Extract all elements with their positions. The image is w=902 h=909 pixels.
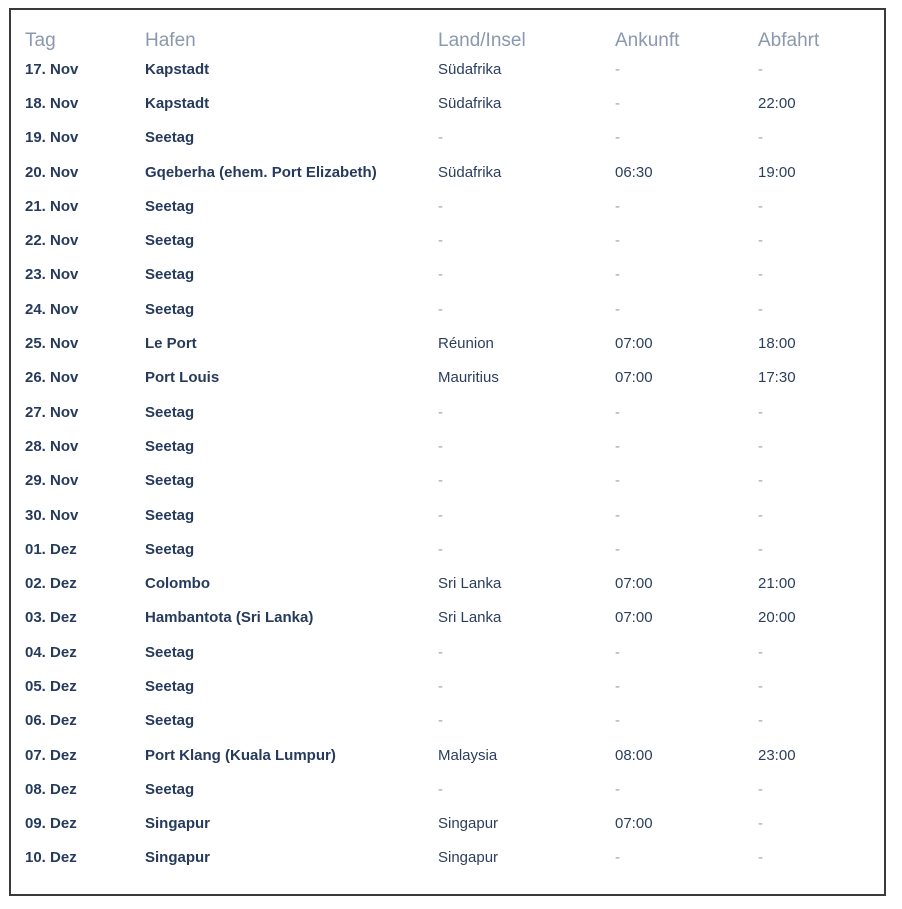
cell-departure: 23:00 [758, 746, 796, 764]
cell-day: 26. Nov [25, 369, 79, 387]
cell-country: Singapur [438, 815, 499, 833]
cell-departure: - [758, 197, 763, 215]
cell-day: 27. Nov [25, 403, 79, 421]
cell-departure: - [758, 403, 763, 421]
table-row [23, 395, 863, 429]
cell-departure: 20:00 [758, 609, 796, 627]
cell-port: Seetag [145, 712, 195, 730]
cell-departure: - [758, 815, 763, 833]
cell-country: Südafrika [438, 163, 502, 181]
header-day: Tag [25, 30, 56, 51]
cell-day: 24. Nov [25, 300, 79, 318]
cell-day: 25. Nov [25, 335, 79, 353]
cell-port: Seetag [145, 403, 195, 421]
cell-day: 05. Dez [25, 677, 77, 695]
cell-arrival: - [615, 712, 620, 730]
header-departure: Abfahrt [758, 30, 820, 51]
cell-port: Hambantota (Sri Lanka) [145, 609, 314, 627]
cell-port: Singapur [145, 849, 211, 867]
cell-country: Südafrika [438, 94, 502, 112]
cell-arrival: - [615, 506, 620, 524]
table-row [23, 738, 863, 772]
cell-arrival: 07:00 [615, 575, 653, 593]
cell-arrival: 06:30 [615, 163, 653, 181]
cell-departure: - [758, 129, 763, 147]
cell-port: Seetag [145, 780, 195, 798]
cell-country: - [438, 300, 443, 318]
cell-port: Kapstadt [145, 60, 210, 78]
cell-port: Seetag [145, 472, 195, 490]
cell-day: 30. Nov [25, 506, 79, 524]
cell-country: - [438, 780, 443, 798]
cell-departure: 22:00 [758, 94, 796, 112]
itinerary-table [23, 30, 863, 875]
cell-arrival: - [615, 300, 620, 318]
cell-port: Seetag [145, 129, 195, 147]
table-row [23, 326, 863, 360]
cell-arrival: - [615, 677, 620, 695]
table-row [23, 223, 863, 257]
cell-port: Port Louis [145, 369, 220, 387]
cell-port: Seetag [145, 677, 195, 695]
table-row [23, 464, 863, 498]
itinerary-frame [9, 8, 886, 896]
cell-port: Seetag [145, 540, 195, 558]
cell-country: Réunion [438, 335, 494, 353]
table-row [23, 429, 863, 463]
cell-departure: - [758, 540, 763, 558]
cell-country: Sri Lanka [438, 609, 502, 627]
cell-arrival: - [615, 403, 620, 421]
cell-country: - [438, 232, 443, 250]
cell-arrival: 07:00 [615, 335, 653, 353]
cell-arrival: 08:00 [615, 746, 653, 764]
table-header-row [23, 30, 863, 52]
table-row [23, 86, 863, 120]
cell-port: Le Port [145, 335, 197, 353]
cell-departure: 19:00 [758, 163, 796, 181]
cell-departure: - [758, 780, 763, 798]
cell-arrival: - [615, 849, 620, 867]
cell-port: Seetag [145, 266, 195, 284]
cell-departure: - [758, 266, 763, 284]
table-row [23, 566, 863, 600]
header-port: Hafen [145, 30, 196, 51]
cell-port: Gqeberha (ehem. Port Elizabeth) [145, 163, 377, 181]
cell-port: Seetag [145, 506, 195, 524]
cell-country: - [438, 472, 443, 490]
cell-departure: - [758, 643, 763, 661]
cell-country: Sri Lanka [438, 575, 502, 593]
cell-day: 01. Dez [25, 540, 77, 558]
cell-day: 23. Nov [25, 266, 79, 284]
table-row [23, 155, 863, 189]
cell-arrival: - [615, 540, 620, 558]
cell-port: Seetag [145, 232, 195, 250]
cell-day: 19. Nov [25, 129, 79, 147]
cell-day: 22. Nov [25, 232, 79, 250]
cell-port: Seetag [145, 437, 195, 455]
cell-departure: - [758, 437, 763, 455]
cell-departure: - [758, 506, 763, 524]
cell-country: - [438, 712, 443, 730]
cell-departure: 17:30 [758, 369, 796, 387]
table-row [23, 292, 863, 326]
cell-day: 04. Dez [25, 643, 77, 661]
cell-country: - [438, 266, 443, 284]
cell-arrival: 07:00 [615, 369, 653, 387]
cell-arrival: 07:00 [615, 815, 653, 833]
table-row [23, 52, 863, 86]
table-row [23, 807, 863, 841]
cell-day: 03. Dez [25, 609, 77, 627]
table-row [23, 258, 863, 292]
cell-port: Colombo [145, 575, 210, 593]
cell-arrival: - [615, 266, 620, 284]
cell-country: - [438, 403, 443, 421]
table-row [23, 772, 863, 806]
cell-departure: 18:00 [758, 335, 796, 353]
cell-departure: 21:00 [758, 575, 796, 593]
cell-departure: - [758, 472, 763, 490]
cell-country: - [438, 197, 443, 215]
cell-port: Seetag [145, 300, 195, 318]
cell-day: 08. Dez [25, 780, 77, 798]
header-country: Land/Insel [438, 30, 526, 51]
table-row [23, 601, 863, 635]
cell-departure: - [758, 712, 763, 730]
table-row [23, 532, 863, 566]
cell-departure: - [758, 849, 763, 867]
table-row [23, 669, 863, 703]
cell-country: - [438, 643, 443, 661]
cell-departure: - [758, 232, 763, 250]
cell-day: 18. Nov [25, 94, 79, 112]
cell-arrival: - [615, 60, 620, 78]
header-arrival: Ankunft [615, 30, 680, 51]
cell-day: 10. Dez [25, 849, 77, 867]
table-row [23, 635, 863, 669]
cell-port: Kapstadt [145, 94, 210, 112]
cell-country: Südafrika [438, 60, 502, 78]
cell-departure: - [758, 300, 763, 318]
cell-day: 28. Nov [25, 437, 79, 455]
table-row [23, 189, 863, 223]
table-row [23, 498, 863, 532]
table-row [23, 361, 863, 395]
cell-arrival: - [615, 129, 620, 147]
cell-arrival: - [615, 780, 620, 798]
cell-port: Seetag [145, 197, 195, 215]
cell-day: 17. Nov [25, 60, 79, 78]
table-row [23, 704, 863, 738]
cell-country: Mauritius [438, 369, 499, 387]
cell-day: 07. Dez [25, 746, 77, 764]
cell-port: Port Klang (Kuala Lumpur) [145, 746, 336, 764]
cell-port: Seetag [145, 643, 195, 661]
cell-day: 09. Dez [25, 815, 77, 833]
cell-arrival: - [615, 643, 620, 661]
cell-day: 02. Dez [25, 575, 77, 593]
table-row [23, 841, 863, 875]
cell-day: 21. Nov [25, 197, 79, 215]
cell-day: 06. Dez [25, 712, 77, 730]
cell-departure: - [758, 677, 763, 695]
cell-arrival: - [615, 197, 620, 215]
cell-port: Singapur [145, 815, 211, 833]
cell-departure: - [758, 60, 763, 78]
cell-country: - [438, 506, 443, 524]
cell-country: - [438, 677, 443, 695]
cell-country: - [438, 437, 443, 455]
cell-country: Malaysia [438, 746, 498, 764]
cell-arrival: 07:00 [615, 609, 653, 627]
cell-country: - [438, 540, 443, 558]
cell-arrival: - [615, 94, 620, 112]
cell-country: - [438, 129, 443, 147]
table-row [23, 121, 863, 155]
cell-arrival: - [615, 232, 620, 250]
cell-arrival: - [615, 437, 620, 455]
cell-day: 20. Nov [25, 163, 79, 181]
cell-day: 29. Nov [25, 472, 79, 490]
cell-arrival: - [615, 472, 620, 490]
cell-country: Singapur [438, 849, 499, 867]
